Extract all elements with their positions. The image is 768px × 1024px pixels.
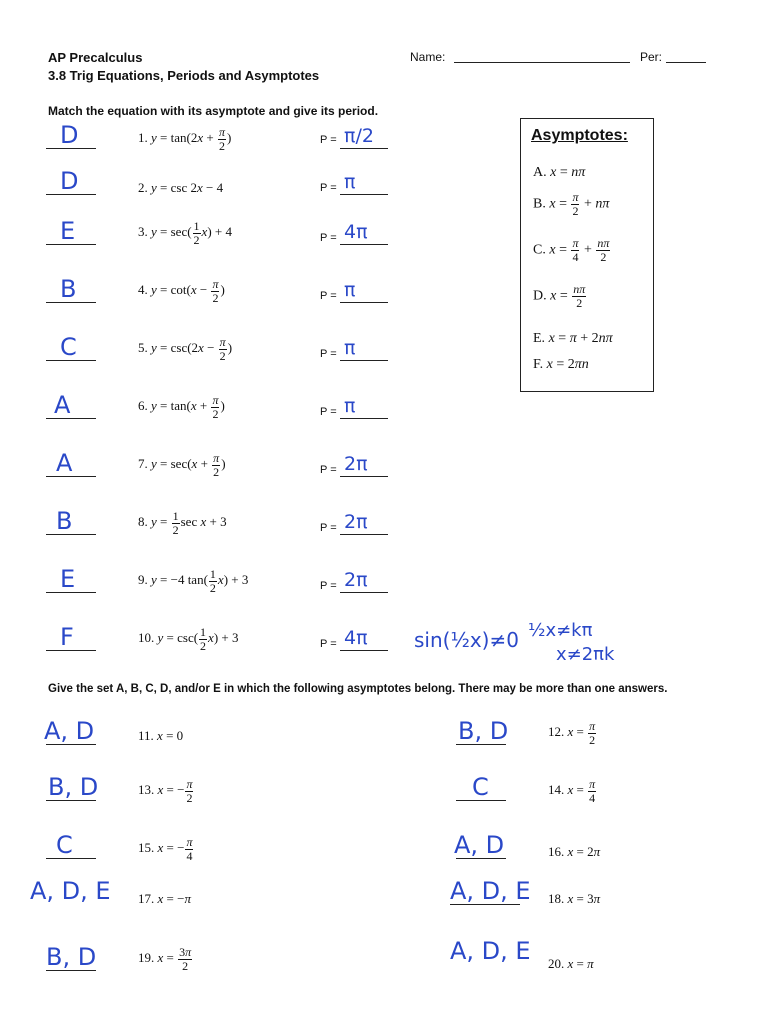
answer-q5: C [60,333,77,361]
equation-q7: 7. y = sec(x + $\frac{\pi}{2}$ ) [138,451,226,479]
answer-q6: A [54,391,71,419]
equation-q1: 1. y = tan(2x + $\frac{\pi}{2}$ ) [138,125,232,153]
answer-line-q18[interactable] [450,877,531,905]
equation-q4: 4. y = cot(x − $\frac{\pi}{2}$ ) [138,277,225,305]
answer-q19: B, D [46,943,97,971]
period-line-q7[interactable] [340,453,388,477]
period-line-q8[interactable] [340,511,388,535]
asymptotes-box [520,118,654,392]
answer-line-q8[interactable] [46,507,96,535]
answer-line-q5[interactable] [46,333,96,361]
period-q3: 4π [344,221,368,243]
per-label: Per: [640,50,663,64]
period-q8: 2π [344,511,368,533]
answer-q16: A, D [454,831,505,859]
equation-q8: 8. y = $\frac{1}{2}$ sec x + 3 [138,509,227,537]
asymptote-q19: 19. x = $\frac{3\pi}{2}$ [138,945,192,973]
q10-work-line2: ½x≠kπ [528,620,593,641]
section1-instruction: Match the equation with its asymptote and give its period. [48,104,379,118]
period-q2: π [344,171,356,193]
answer-line-q4[interactable] [46,275,96,303]
asymptote-q14: 14. x = $\frac{\pi}{4}$ [548,777,596,805]
equation-q9: 9. y = −4 tan( $\frac{1}{2}$ x) + 3 [138,567,249,595]
asymptote-q16: 16. x = 2π [548,844,601,859]
answer-q20: A, D, E [450,937,531,965]
period-line-q4[interactable] [340,279,388,303]
period-q4: π [344,279,356,301]
answer-q3: E [60,217,76,245]
equation-q6: 6. y = tan(x + $\frac{\pi}{2}$ ) [138,393,225,421]
answer-q1: D [60,121,79,149]
answer-line-q14[interactable] [456,773,506,801]
equation-q5: 5. y = csc(2x − $\frac{\pi}{2}$ ) [138,335,233,363]
asymptote-option-f: F. x = 2πn [533,357,589,372]
q10-work-line1: sin(½x)≠0 [414,628,519,652]
asymptote-q12: 12. x = $\frac{\pi}{2}$ [548,719,596,747]
name-field[interactable] [454,62,630,63]
answer-line-q3[interactable] [46,217,96,245]
asymptote-option-d: D. x = $\frac{n\pi}{2}$ [533,282,586,310]
answer-line-q17[interactable] [30,877,111,905]
period-q6: π [344,395,356,417]
period-line-q5[interactable] [340,337,388,361]
name-label: Name: [410,50,446,64]
worksheet-title: 3.8 Trig Equations, Periods and Asymptotes [48,68,320,83]
period-line-q9[interactable] [340,569,388,593]
answer-q15: C [56,831,73,859]
equation-q3: 3. y = sec( $\frac{1}{2}$ x) + 4 [138,219,232,247]
answer-q11: A, D [44,717,95,745]
answer-q18: A, D, E [450,877,531,905]
asymptote-q13: 13. x = − $\frac{\pi}{2}$ [138,777,193,805]
period-line-q2[interactable] [340,171,388,195]
answer-line-q10[interactable] [46,623,96,651]
answer-q17: A, D, E [30,877,111,905]
asymptote-option-e: E. x = π + 2nπ [533,331,613,346]
period-line-q3[interactable] [340,221,388,245]
asymptote-option-c: C. x = $\frac{\pi}{4}$ + $\frac{n\pi}{2}$ [533,236,610,264]
answer-line-q13[interactable] [46,773,99,801]
period-q1: π/2 [344,125,374,147]
period-q5: π [344,337,356,359]
answer-line-q20[interactable] [450,937,531,965]
answer-q12: B, D [458,717,509,745]
course-title: AP Precalculus [48,50,143,65]
equation-q2: 2. y = csc 2x − 4 [138,180,224,195]
period-line-q6[interactable] [340,395,388,419]
answer-line-q15[interactable] [46,831,96,859]
asymptote-q11: 11. x = 0 [138,728,184,743]
answer-q9: E [60,565,76,593]
period-line-q10[interactable] [340,627,388,651]
answer-q2: D [60,167,79,195]
asymptote-option-b: B. x = $\frac{\pi}{2}$ + nπ [533,190,610,218]
answer-q8: B [56,507,73,535]
answer-q4: B [60,275,77,303]
answer-q10: F [60,623,74,651]
asymptote-q20: 20. x = π [548,956,594,971]
asymptote-q18: 18. x = 3π [548,891,601,906]
answer-line-q19[interactable] [46,943,97,971]
answer-q7: A [56,449,73,477]
period-q10: 4π [344,627,368,649]
answer-line-q9[interactable] [46,565,96,593]
asymptote-option-a: A. x = nπ [533,165,586,180]
period-line-q1[interactable] [340,125,388,149]
answer-line-q11[interactable] [44,717,96,745]
asymptote-q17: 17. x = −π [138,891,191,906]
period-q7: 2π [344,453,368,475]
answer-line-q2[interactable] [46,167,96,195]
answer-q14: C [472,773,489,801]
period-q9: 2π [344,569,368,591]
section2-instruction: Give the set A, B, C, D, and/or E in which the following asymptotes belong. There may be more than one answers. [48,683,668,695]
answer-line-q6[interactable] [46,391,96,419]
asymptote-q15: 15. x = − $\frac{\pi}{4}$ [138,835,193,863]
asymptotes-title: Asymptotes: [531,127,628,144]
equation-q10: 10. y = csc( $\frac{1}{2}$ x) + 3 [138,625,239,653]
q10-work-line3: x≠2πk [556,644,615,665]
answer-line-q16[interactable] [454,831,506,859]
answer-q13: B, D [48,773,99,801]
answer-line-q7[interactable] [46,449,96,477]
answer-line-q12[interactable] [456,717,509,745]
answer-line-q1[interactable] [46,121,96,149]
per-field[interactable] [666,62,706,63]
